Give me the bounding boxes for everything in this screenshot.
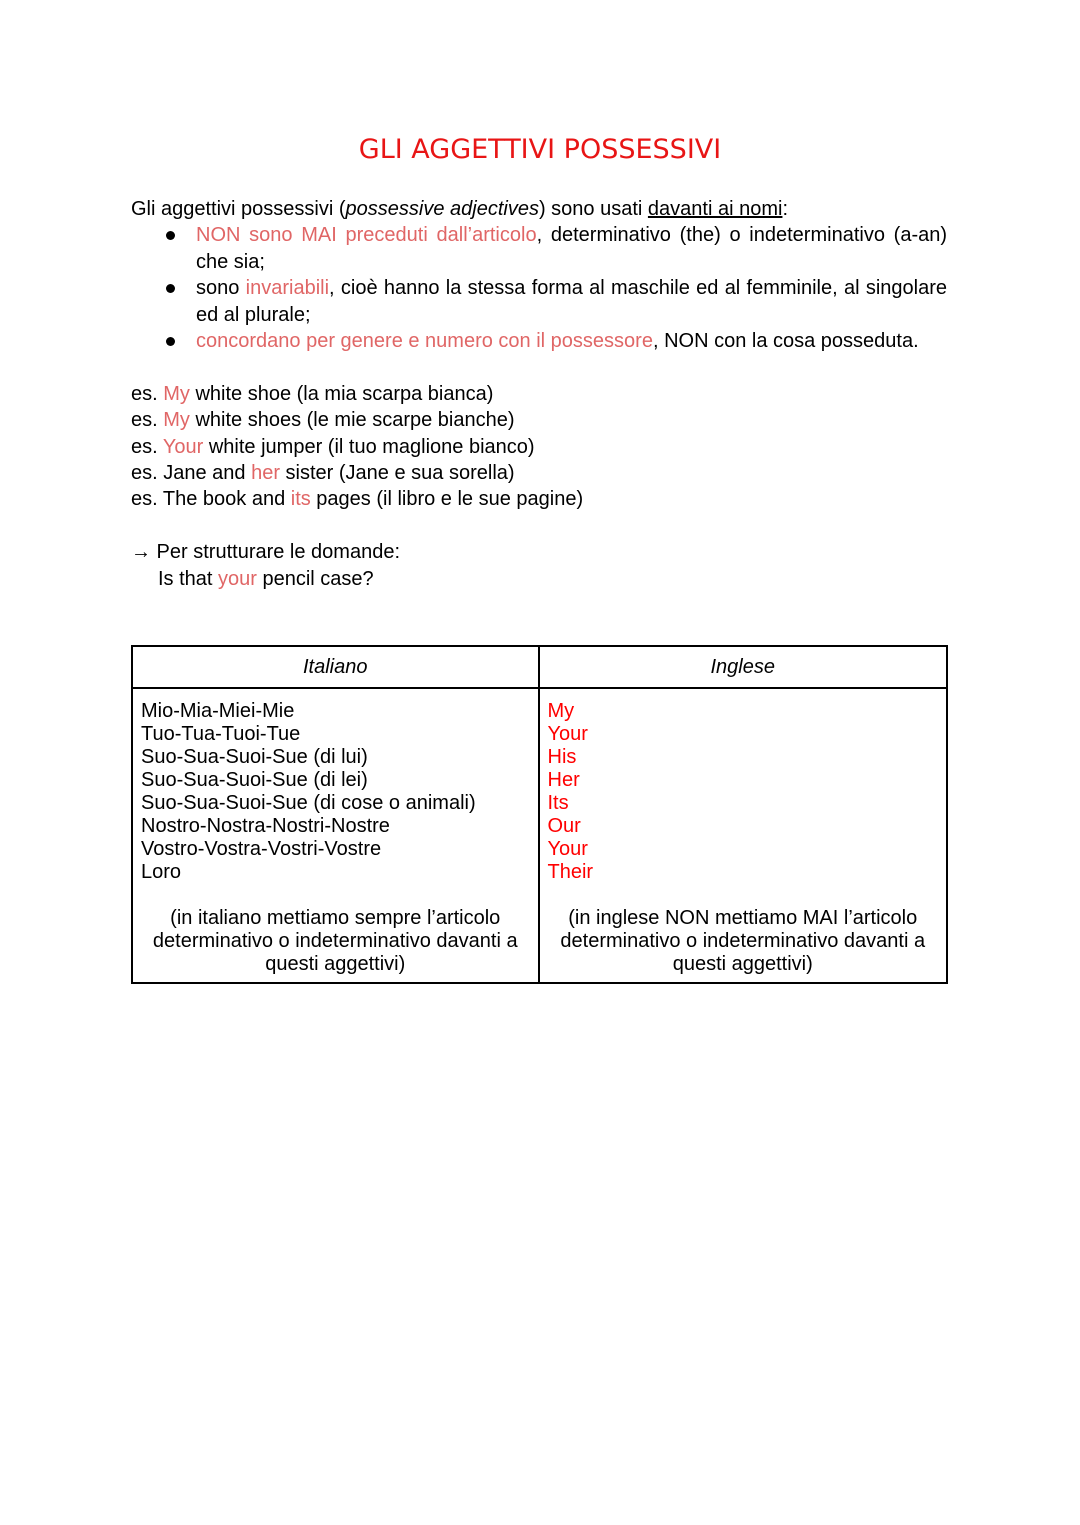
rule-item <box>131 222 947 275</box>
example-text: es. The book and <box>131 488 291 511</box>
intro-text-part: ) sono usati <box>538 198 648 220</box>
table-header-italiano: Italiano <box>133 647 540 689</box>
highlight-text: NON sono MAI preceduti dall’articolo <box>196 224 537 247</box>
example-line <box>131 434 947 460</box>
example-highlight: My <box>163 382 190 405</box>
document-body <box>131 196 947 592</box>
example-line <box>131 460 947 486</box>
example-text: sister (Jane e sua sorella) <box>280 462 515 485</box>
italian-column <box>133 689 540 982</box>
italian-note: (in italiano mettiamo sempre l’articolo determinativo o indeterminativo davanti a questi aggettivi) <box>152 906 518 975</box>
question-lead: → Per strutturare le domande: <box>131 541 401 564</box>
english-form: Its <box>547 791 569 814</box>
english-note: (in inglese NON mettiamo MAI l’articolo determinativo o indeterminativo davanti a questi aggettivi) <box>560 906 926 975</box>
rule-item <box>131 275 947 328</box>
table-header-inglese: Inglese <box>540 647 947 689</box>
bullet-icon <box>166 337 175 346</box>
italian-form: Suo-Sua-Suoi-Sue (di lei) <box>141 768 368 791</box>
english-form: Your <box>547 837 588 860</box>
example-text: white shoes (le mie scarpe bianche) <box>189 409 515 432</box>
english-form: Our <box>547 814 581 837</box>
intro-text-part: : <box>782 198 789 220</box>
bullet-icon <box>166 231 175 240</box>
page-title: GLI AGGETTIVI POSSESSIVI <box>358 134 722 165</box>
italian-form: Tuo-Tua-Tuoi-Tue <box>141 722 301 745</box>
italian-form: Suo-Sua-Suoi-Sue (di cose o animali) <box>141 791 476 814</box>
question-example <box>131 566 947 592</box>
example-highlight: her <box>251 462 280 485</box>
italian-form: Nostro-Nostra-Nostri-Nostre <box>141 814 390 837</box>
english-form: Their <box>547 860 594 883</box>
intro-underlined-text: davanti ai nomi <box>647 198 783 220</box>
example-text: es. <box>131 382 164 405</box>
example-line <box>131 486 947 512</box>
english-form: Your <box>547 722 588 745</box>
possessive-adjectives-table <box>131 645 948 984</box>
italian-form: Loro <box>141 860 182 883</box>
highlight-text: invariabili <box>245 277 330 300</box>
bullet-icon <box>166 284 175 293</box>
italian-form: Suo-Sua-Suoi-Sue (di lui) <box>141 745 368 768</box>
italian-form: Vostro-Vostra-Vostri-Vostre <box>141 837 382 860</box>
english-form: His <box>547 745 577 768</box>
intro-english-term: possessive adjectives <box>345 198 539 220</box>
rule-text: sono <box>196 277 246 300</box>
question-highlight: your <box>218 567 257 590</box>
spacer <box>131 513 947 539</box>
examples-list <box>131 381 947 513</box>
example-highlight: its <box>290 488 311 511</box>
example-highlight: My <box>163 409 190 432</box>
example-highlight: Your <box>162 435 204 458</box>
english-form: Her <box>547 768 580 791</box>
intro-text-part: Gli aggettivi possessivi ( <box>131 198 346 220</box>
rules-list <box>131 222 947 354</box>
rule-text: , cioè hanno la stessa forma al maschile ed al femminile, al singolare ed al plurale; <box>196 277 947 326</box>
example-text: white shoe (la mia scarpa bianca) <box>189 382 494 405</box>
example-text: white jumper (il tuo maglione bianco) <box>203 435 535 458</box>
rule-text: , NON con la cosa posseduta. <box>652 330 919 353</box>
example-text: es. Jane and <box>131 462 252 485</box>
italian-form: Mio-Mia-Miei-Mie <box>141 699 295 722</box>
rule-item <box>131 328 947 354</box>
example-text: es. <box>131 435 163 458</box>
english-column <box>540 689 947 982</box>
spacer <box>131 354 947 380</box>
highlight-text: concordano per genere e numero con il possessore <box>196 330 653 353</box>
english-form: My <box>547 699 575 722</box>
question-text: pencil case? <box>256 567 374 590</box>
question-text: Is that <box>158 567 219 590</box>
example-line <box>131 407 947 433</box>
example-text: pages (il libro e le sue pagine) <box>310 488 584 511</box>
example-text: es. <box>131 409 164 432</box>
intro-text <box>131 196 947 222</box>
example-line <box>131 381 947 407</box>
rule-text: , determinativo (the) o indeterminativo (a-an) che sia; <box>196 224 948 273</box>
